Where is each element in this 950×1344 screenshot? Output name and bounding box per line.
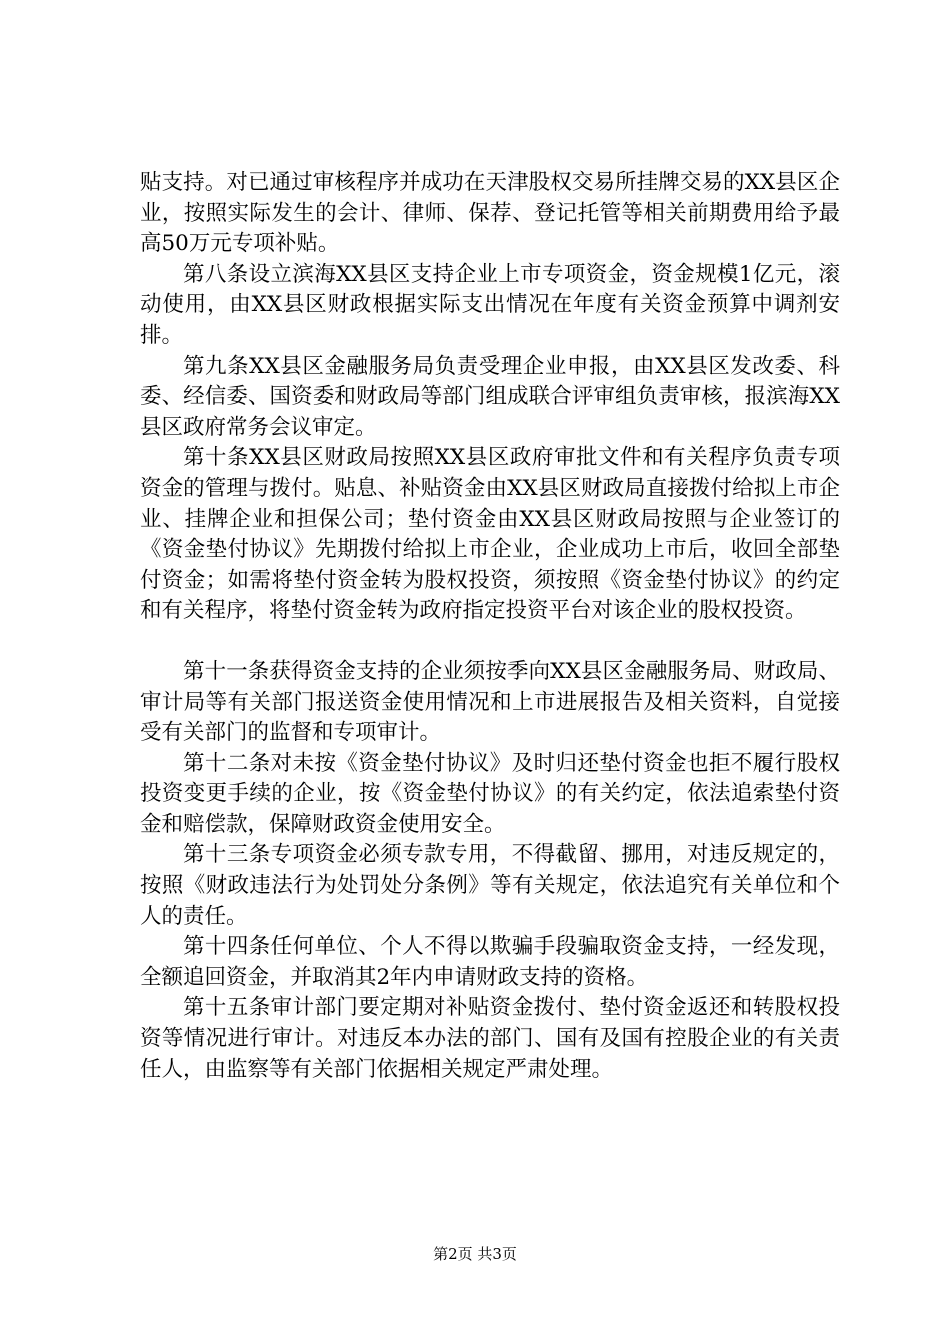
paragraph-article-10: 第十条XX县区财政局按照XX县区政府审批文件和有关程序负责专项资金的管理与拨付。贴息、补贴资金由XX县区财政局直接拨付给拟上市企业、挂牌企业和担保公司；垫付资金由XX县区财政局按照与企业签订的《资金垫付协议》先期拨付给拟上市企业，企业成功上市后，收回全部垫付资金；如需将垫付资金转为股权投资，须按照《资金垫付协议》的约定和有关程序，将垫付资金转为政府指定投资平台对该企业的股权投资。 <box>140 445 840 624</box>
paragraph-continuation: 贴支持。对已通过审核程序并成功在天津股权交易所挂牌交易的XX县区企业，按照实际发生的会计、律师、保荐、登记托管等相关前期费用给予最高50万元专项补贴。 <box>140 170 840 257</box>
paragraph-article-15: 第十五条审计部门要定期对补贴资金拨付、垫付资金返还和转股权投资等情况进行审计。对违反本办法的部门、国有及国有控股企业的有关责任人，由监察等有关部门依据相关规定严肃处理。 <box>140 995 840 1082</box>
document-body <box>140 168 840 1085</box>
paragraph-article-8: 第八条设立滨海XX县区支持企业上市专项资金，资金规模1亿元，滚动使用，由XX县区财政根据实际支出情况在年度有关资金预算中调剂安排。 <box>140 261 840 348</box>
paragraph-article-14: 第十四条任何单位、个人不得以欺骗手段骗取资金支持，一经发现，全额追回资金，并取消其2年内申请财政支持的资格。 <box>140 934 840 990</box>
paragraph-article-13: 第十三条专项资金必须专款专用，不得截留、挪用，对违反规定的，按照《财政违法行为处罚处分条例》等有关规定，依法追究有关单位和个人的责任。 <box>140 842 840 929</box>
paragraph-article-12: 第十二条对未按《资金垫付协议》及时归还垫付资金也拒不履行股权投资变更手续的企业，按《资金垫付协议》的有关约定，依法追索垫付资金和赔偿款，保障财政资金使用安全。 <box>140 750 840 837</box>
paragraph-article-9: 第九条XX县区金融服务局负责受理企业申报，由XX县区发改委、科委、经信委、国资委和财政局等部门组成联合评审组负责审核，报滨海XX县区政府常务会议审定。 <box>140 353 840 440</box>
paragraph-article-11: 第十一条获得资金支持的企业须按季向XX县区金融服务局、财政局、审计局等有关部门报送资金使用情况和上市进展报告及相关资料，自觉接受有关部门的监督和专项审计。 <box>140 658 840 746</box>
page-number-footer: 第2页 共3页 <box>433 1245 517 1263</box>
